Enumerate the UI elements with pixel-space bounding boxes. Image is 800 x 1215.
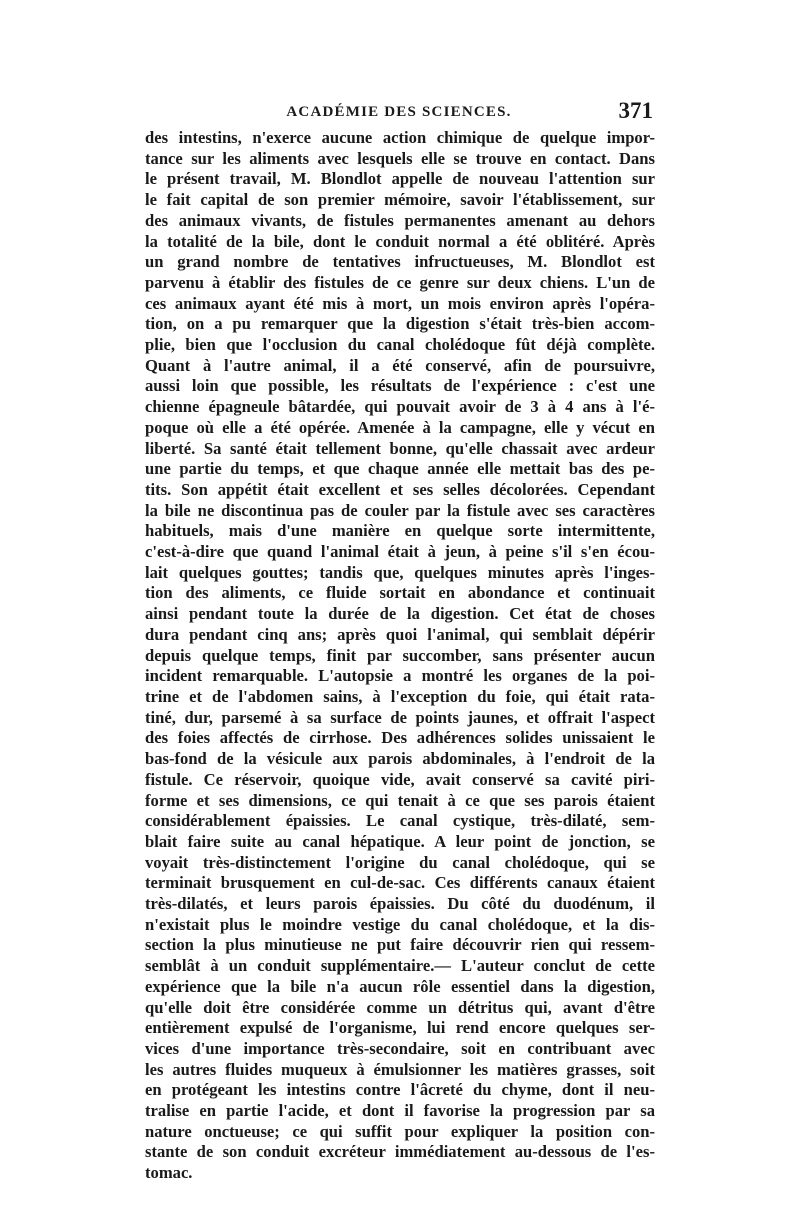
running-title: ACADÉMIE DES SCIENCES. — [286, 104, 512, 120]
text-line: la bile ne discontinua pas de couler par la fistule avec ses caractères — [145, 500, 655, 520]
text-line: blait faire suite au canal hépatique. A leur point de jonction, se — [145, 831, 655, 851]
text-line: le fait capital de son premier mémoire, savoir l'établissement, sur — [145, 190, 655, 210]
text-line: section la plus minutieuse ne put faire découvrir rien qui ressem- — [145, 935, 655, 955]
text-line: c'est-à-dire que quand l'animal était à jeun, à peine s'il s'en écou- — [145, 542, 655, 562]
text-line: tion, on a pu remarquer que la digestion s'était très-bien accom- — [145, 314, 655, 334]
text-line: tance sur les aliments avec lesquels elle se trouve en contact. Dans — [145, 148, 655, 168]
text-line: des intestins, n'exerce aucune action chimique de quelque impor- — [145, 128, 655, 147]
text-line: ces animaux ayant été mis à mort, un mois environ après l'opéra- — [145, 293, 655, 313]
text-line: nature onctueuse; ce qui suffit pour expliquer la position con- — [145, 1121, 655, 1141]
text-line: stante de son conduit excréteur immédiatement au-dessous de l'es- — [145, 1142, 655, 1162]
text-line: habituels, mais d'une manière en quelque sorte intermittente, — [145, 521, 655, 541]
text-line: tralise en partie l'acide, et dont il favorise la progression par sa — [145, 1101, 655, 1121]
text-line: considérablement épaissies. Le canal cystique, très-dilaté, sem- — [145, 811, 655, 831]
text-line: forme et ses dimensions, ce qui tenait à ce que ses parois étaient — [145, 790, 655, 810]
text-line: les autres fluides muqueux à émulsionner les matières grasses, soit — [145, 1059, 655, 1079]
page-number: 371 — [618, 98, 653, 123]
text-line: Quant à l'autre animal, il a été conservé, afin de poursuivre, — [145, 355, 655, 375]
text-line: aussi loin que possible, les résultats de l'expérience : c'est une — [145, 376, 655, 396]
text-line: depuis quelque temps, finit par succomber, sans présenter aucun — [145, 645, 655, 665]
text-line: tion des aliments, ce fluide sortait en abondance et continuait — [145, 583, 655, 603]
text-line: terminait brusquement en cul-de-sac. Ces différents canaux étaient — [145, 873, 655, 893]
text-line: ainsi pendant toute la durée de la digestion. Cet état de choses — [145, 604, 655, 624]
text-line: qu'elle doit être considérée comme un détritus qui, avant d'être — [145, 997, 655, 1017]
text-line: une partie du temps, et que chaque année elle mettait bas des pe- — [145, 459, 655, 479]
text-line: expérience que la bile n'a aucun rôle essentiel dans la digestion, — [145, 976, 655, 996]
text-line: fistule. Ce réservoir, quoique vide, avait conservé sa cavité piri- — [145, 769, 655, 789]
text-line: voyait très-distinctement l'origine du canal cholédoque, qui se — [145, 852, 655, 872]
text-line: bas-fond de la vésicule aux parois abdominales, à l'endroit de la — [145, 749, 655, 769]
text-line: chienne épagneule bâtardée, qui pouvait avoir de 3 à 4 ans à l'é- — [145, 397, 655, 417]
text-line: lait quelques gouttes; tandis que, quelques minutes après l'inges- — [145, 562, 655, 582]
text-line: dura pendant cinq ans; après quoi l'animal, qui semblait dépérir — [145, 624, 655, 644]
text-line: plie, bien que l'occlusion du canal cholédoque fût déjà complète. — [145, 335, 655, 355]
text-line: tits. Son appétit était excellent et ses selles décolorées. Cependant — [145, 479, 655, 499]
text-line: un grand nombre de tentatives infructueuses, M. Blondlot est — [145, 252, 655, 272]
text-line: la totalité de la bile, dont le conduit normal a été oblitéré. Après — [145, 231, 655, 251]
text-line: tomac. — [145, 1163, 193, 1183]
text-line: liberté. Sa santé était tellement bonne, qu'elle chassait avec ardeur — [145, 438, 655, 458]
text-line: n'existait plus le moindre vestige du canal cholédoque, et la dis- — [145, 914, 655, 934]
text-line: en protégeant les intestins contre l'âcreté du chyme, dont il neu- — [145, 1080, 655, 1100]
text-line: trine et de l'abdomen sains, à l'exception du foie, qui était rata- — [145, 686, 655, 706]
body-text — [145, 128, 655, 1184]
text-line: semblât à un conduit supplémentaire.— L'auteur conclut de cette — [145, 956, 655, 976]
text-line: poque où elle a été opérée. Amenée à la campagne, elle y vécut en — [145, 417, 655, 437]
running-head — [143, 100, 655, 126]
text-line: très-dilatés, et leurs parois épaissies. Du côté du duodénum, il — [145, 894, 655, 914]
text-line: parvenu à établir des fistules de ce genre sur deux chiens. L'un de — [145, 272, 655, 292]
text-line: des animaux vivants, de fistules permanentes amenant au dehors — [145, 210, 655, 230]
text-line: des foies affectés de cirrhose. Des adhérences solides unissaient le — [145, 728, 655, 748]
text-line: incident remarquable. L'autopsie a montré les organes de la poi- — [145, 666, 655, 686]
text-line: le présent travail, M. Blondlot appelle de nouveau l'attention sur — [145, 169, 655, 189]
text-line: entièrement expulsé de l'organisme, lui rend encore quelques ser- — [145, 1018, 655, 1038]
text-line: vices d'une importance très-secondaire, soit en contribuant avec — [145, 1038, 655, 1058]
text-line: tiné, dur, parsemé à sa surface de points jaunes, et offrait l'aspect — [145, 707, 655, 727]
